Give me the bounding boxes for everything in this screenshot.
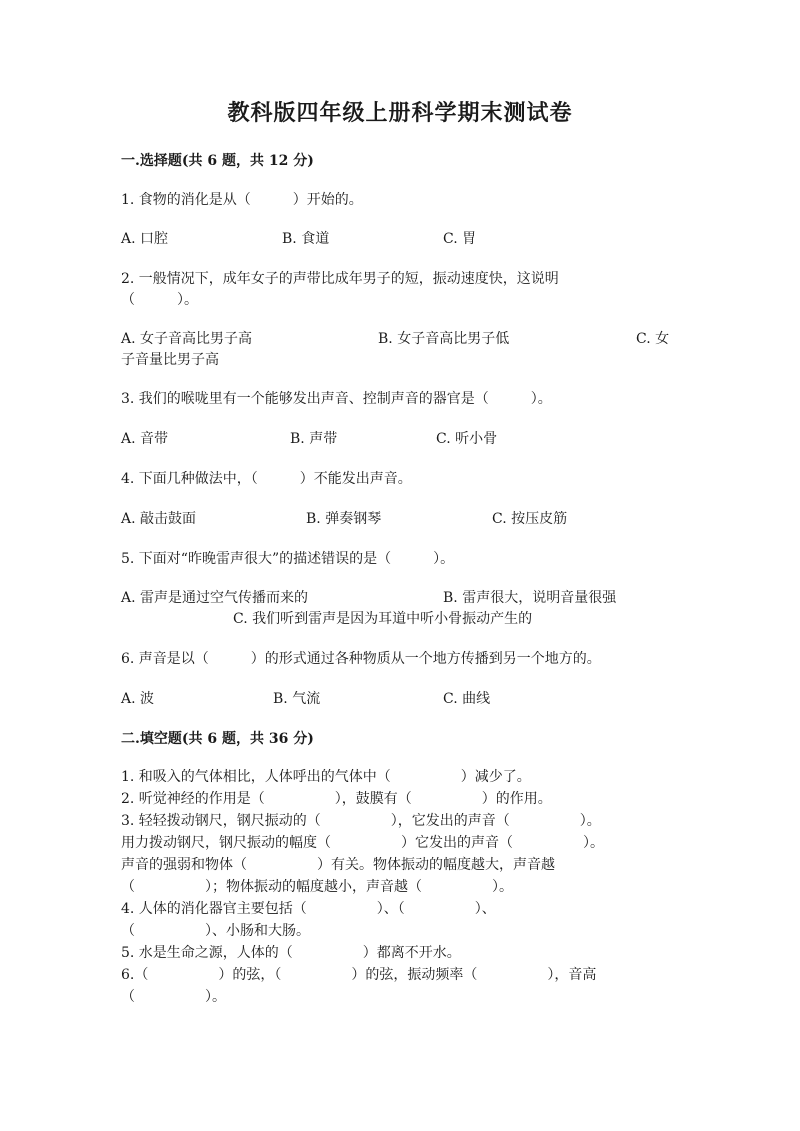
question-5-option-b: B. 雷声很大，说明音量很强 (443, 590, 617, 606)
question-3-stem: 3. 我们的喉咙里有一个能够发出声音、控制声音的器官是（ ）。 (121, 391, 552, 407)
fill-blank-line: （ ）。 (121, 989, 226, 1005)
fill-blank-line: （ ）、小肠和大肠。 (121, 923, 310, 939)
question-6-option-a: A. 波 (121, 691, 155, 707)
question-1-stem: 1. 食物的消化是从（ ）开始的。 (121, 192, 363, 208)
fill-blank-line: 用力拨动钢尺，钢尺振动的幅度（ ）它发出的声音（ ）。 (121, 835, 604, 851)
fill-blank-line: 1. 和吸入的气体相比，人体呼出的气体中（ ）减少了。 (121, 769, 531, 785)
fill-blank-line: 声音的强弱和物体（ ）有关。物体振动的幅度越大，声音越 (121, 857, 555, 873)
question-1-option-b: B. 食道 (282, 231, 330, 247)
section-heading-fill-blank: 二.填空题(共 6 题，共 36 分) (121, 731, 314, 747)
fill-blank-line: 2. 听觉神经的作用是（ ），鼓膜有（ ）的作用。 (121, 791, 552, 807)
question-1-option-c: C. 胃 (443, 231, 477, 247)
question-6-option-b: B. 气流 (273, 691, 321, 707)
question-2-option-c: C. 女 (636, 331, 670, 347)
question-3-option-b: B. 声带 (290, 431, 338, 447)
question-3-option-a: A. 音带 (121, 431, 169, 447)
fill-blank-line: 3. 轻轻拨动钢尺，钢尺振动的（ ），它发出的声音（ ）。 (121, 813, 601, 829)
question-6-stem: 6. 声音是以（ ）的形式通过各种物质从一个地方传播到另一个地方的。 (121, 651, 601, 667)
question-5-option-a: A. 雷声是通过空气传播而来的 (121, 590, 309, 606)
page-title: 教科版四年级上册科学期末测试卷 (227, 100, 573, 126)
question-2-option-c-continued: 子音量比男子高 (121, 352, 219, 368)
question-4-option-a: A. 敲击鼓面 (121, 511, 197, 527)
question-4-option-b: B. 弹奏钢琴 (306, 511, 382, 527)
question-2-option-a: A. 女子音高比男子高 (121, 331, 253, 347)
question-2-stem-line-1: 2. 一般情况下，成年女子的声带比成年男子的短，振动速度快，这说明 (121, 271, 559, 287)
question-3-option-c: C. 听小骨 (436, 431, 498, 447)
question-4-option-c: C. 按压皮筋 (492, 511, 568, 527)
question-2-option-b: B. 女子音高比男子低 (378, 331, 510, 347)
fill-blank-line: 5. 水是生命之源，人体的（ ）都离不开水。 (121, 945, 461, 961)
fill-blank-line: （ ）；物体振动的幅度越小，声音越（ ）。 (121, 879, 513, 895)
question-1-option-a: A. 口腔 (121, 231, 169, 247)
question-6-option-c: C. 曲线 (443, 691, 491, 707)
fill-blank-line: 6.（ ）的弦，（ ）的弦，振动频率（ ），音高 (121, 967, 597, 983)
section-heading-choice: 一.选择题(共 6 题，共 12 分) (121, 153, 314, 169)
fill-blank-line: 4. 人体的消化器官主要包括（ ）、（ ）、 (121, 901, 496, 917)
question-5-option-c: C. 我们听到雷声是因为耳道中听小骨振动产生的 (233, 611, 533, 627)
question-5-stem: 5. 下面对“昨晚雷声很大”的描述错误的是（ ）。 (121, 551, 455, 567)
question-2-stem-line-2: （ ）。 (121, 292, 198, 308)
question-4-stem: 4. 下面几种做法中，（ ）不能发出声音。 (121, 471, 412, 487)
